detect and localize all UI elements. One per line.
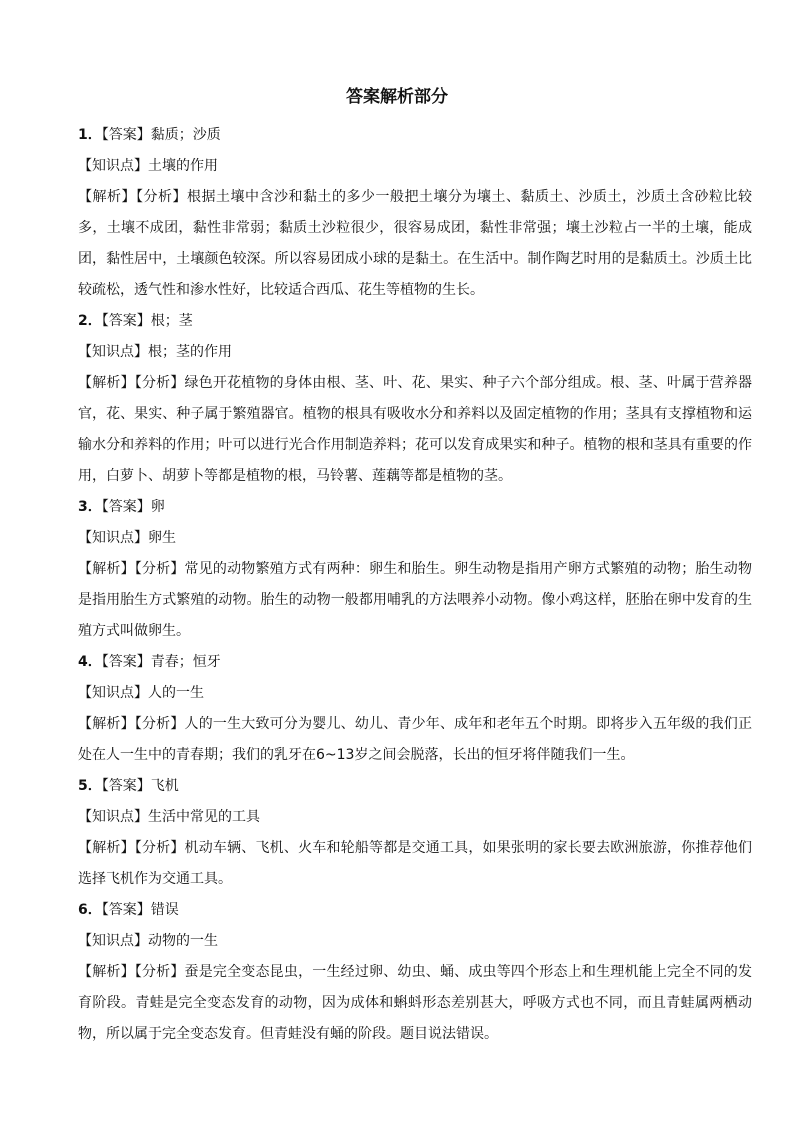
knowledge-point: 【知识点】根；茎的作用: [78, 344, 232, 360]
item-number: 1．: [78, 127, 102, 143]
knowledge-point: 【知识点】生活中常见的工具: [78, 809, 260, 825]
knowledge-point: 【知识点】卵生: [78, 530, 176, 546]
answer-item-6: [78, 895, 752, 1050]
item-number: 5．: [78, 778, 102, 794]
answer-line: [78, 895, 752, 926]
answer-text: 【答案】卵: [101, 499, 165, 515]
analysis-text: 【解析】【分析】常见的动物繁殖方式有两种：卵生和胎生。卵生动物是指用产卵方式繁殖的动物；胎生动物是指用胎生方式繁殖的动物。胎生的动物一般都用哺乳的方法喂养小动物。像小鸡这样，胚胎在卵中发育的生殖方式叫做卵生。: [78, 561, 752, 639]
answer-line: [78, 306, 752, 337]
knowledge-point: 【知识点】人的一生: [78, 685, 204, 701]
answer-item-2: [78, 306, 752, 492]
knowledge-point: 【知识点】土壤的作用: [78, 158, 218, 174]
item-number: 3．: [78, 499, 102, 515]
answer-item-1: [78, 120, 752, 306]
answer-line: [78, 492, 752, 523]
answer-text: 【答案】飞机: [101, 778, 179, 794]
answer-item-3: [78, 492, 752, 647]
item-number: 4．: [78, 654, 102, 670]
analysis-text: 【解析】【分析】机动车辆、飞机、火车和轮船等都是交通工具，如果张明的家长要去欧洲旅游，你推荐他们选择飞机作为交通工具。: [78, 840, 752, 887]
answer-list: [78, 120, 752, 1050]
answer-line: [78, 771, 752, 802]
answer-line: [78, 647, 752, 678]
answer-item-5: [78, 771, 752, 895]
answer-text: 【答案】黏质；沙质: [101, 127, 221, 143]
answer-line: [78, 120, 752, 151]
knowledge-point: 【知识点】动物的一生: [78, 933, 218, 949]
analysis-text: 【解析】【分析】人的一生大致可分为婴儿、幼儿、青少年、成年和老年五个时期。即将步入五年级的我们正处在人一生中的青春期；我们的乳牙在6~13岁之间会脱落，长出的恒牙将伴随我们一生。: [78, 716, 752, 763]
answer-item-4: [78, 647, 752, 771]
analysis-text: 【解析】【分析】蚕是完全变态昆虫，一生经过卵、幼虫、蛹、成虫等四个形态上和生理机能上完全不同的发育阶段。青蛙是完全变态发育的动物，因为成体和蝌蚪形态差别甚大，呼吸方式也不同，而且青蛙属两栖动物，所以属于完全变态发育。但青蛙没有蛹的阶段。题目说法错误。: [78, 964, 752, 1042]
item-number: 2．: [78, 313, 102, 329]
page-title: 答案解析部分: [346, 87, 448, 107]
answer-text: 【答案】错误: [101, 902, 179, 918]
item-number: 6．: [78, 902, 102, 918]
answer-text: 【答案】青春；恒牙: [101, 654, 221, 670]
analysis-text: 【解析】【分析】绿色开花植物的身体由根、茎、叶、花、果实、种子六个部分组成。根、茎、叶属于营养器官，花、果实、种子属于繁殖器官。植物的根具有吸收水分和养料以及固定植物的作用；茎具有支撑植物和运输水分和养料的作用；叶可以进行光合作用制造养料；花可以发育成果实和种子。植物的根和茎具有重要的作用，白萝卜、胡萝卜等都是植物的根，马铃薯、莲藕等都是植物的茎。: [78, 375, 752, 484]
analysis-text: 【解析】【分析】根据土壤中含沙和黏土的多少一般把土壤分为壤土、黏质土、沙质土，沙质土含砂粒比较多，土壤不成团，黏性非常弱；黏质土沙粒很少，很容易成团，黏性非常强；壤土沙粒占一半的土壤，能成团，黏性居中，土壤颜色较深。所以容易团成小球的是黏土。在生活中。制作陶艺时用的是黏质土。沙质土比较疏松，透气性和渗水性好，比较适合西瓜、花生等植物的生长。: [78, 189, 752, 298]
answer-text: 【答案】根；茎: [101, 313, 193, 329]
